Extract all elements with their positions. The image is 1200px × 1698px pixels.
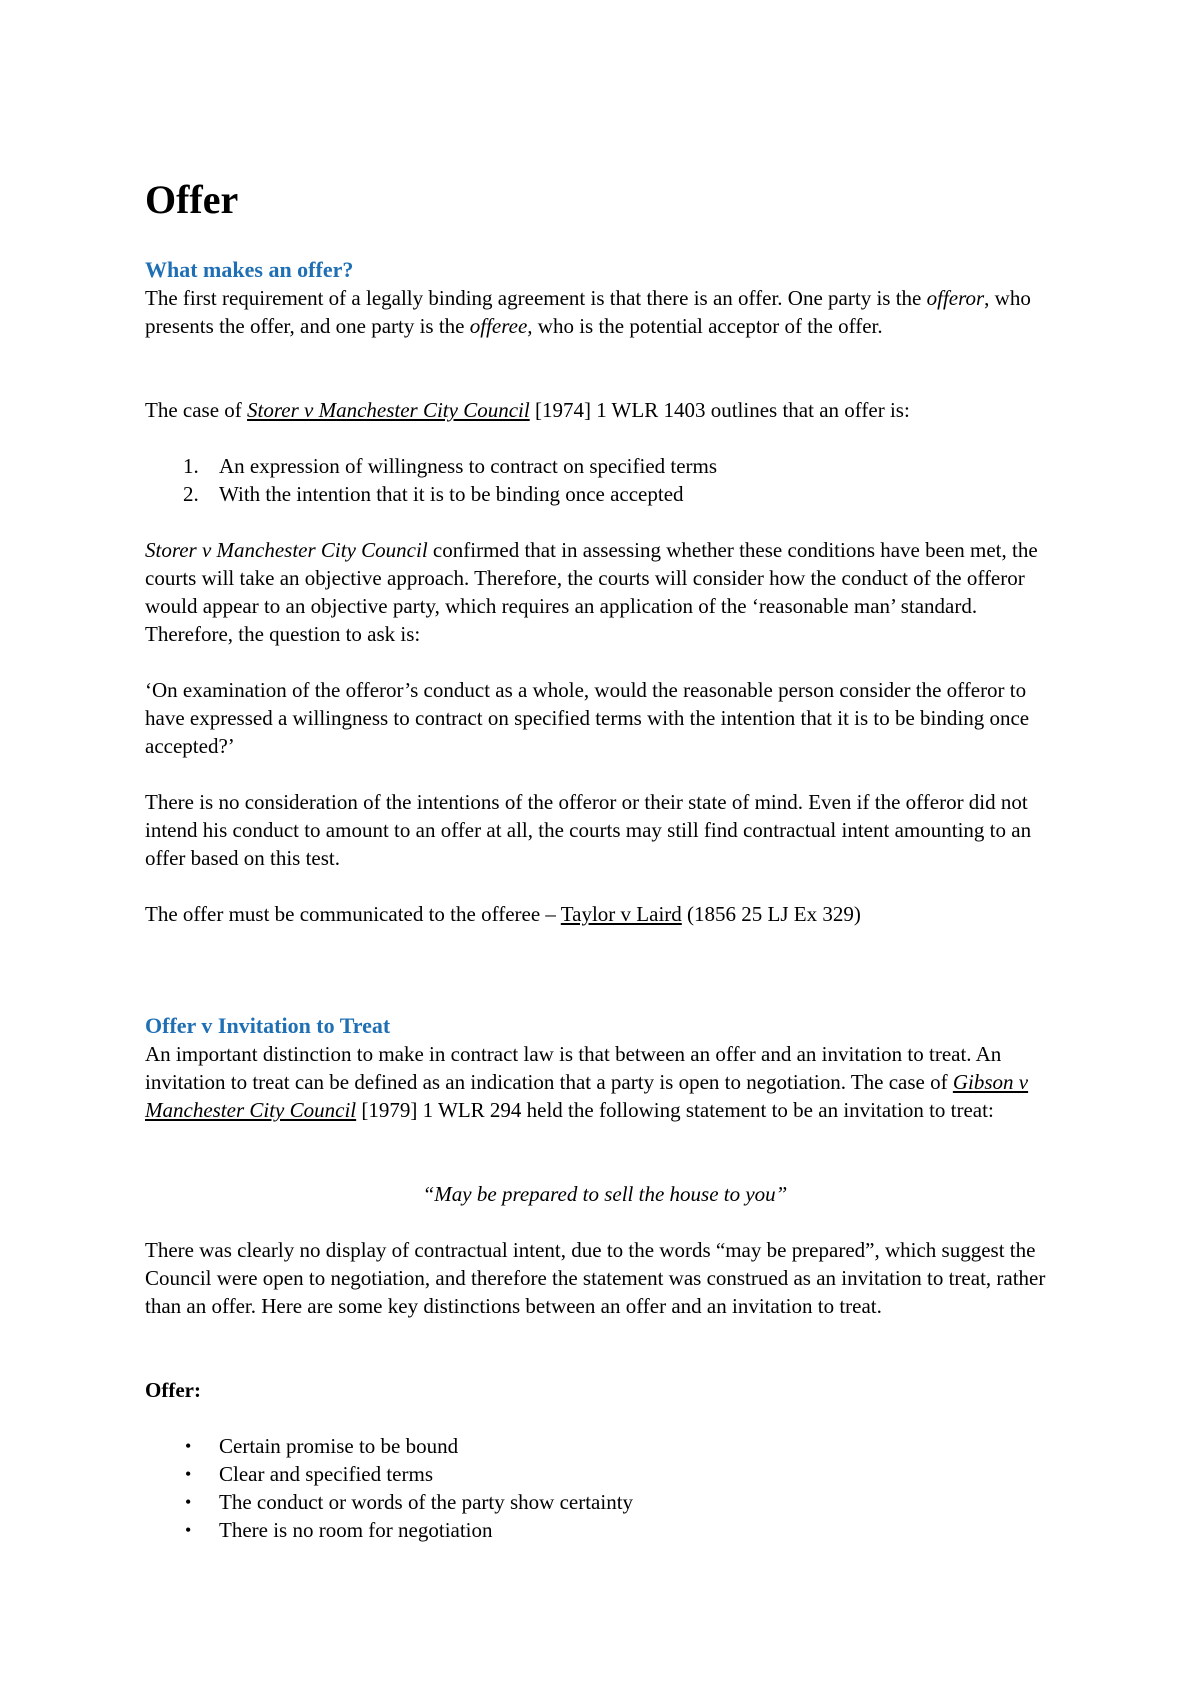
- paragraph-objective-approach: [145, 536, 1065, 648]
- text-run: [1974] 1 WLR 1403 outlines that an offer is:: [529, 398, 910, 422]
- case-citation-storer-italic: Storer v Manchester City Council: [145, 538, 428, 562]
- list-item: [145, 1432, 1065, 1460]
- list-item: [145, 1460, 1065, 1488]
- list-item-text: Clear and specified terms: [219, 1462, 433, 1486]
- paragraph-no-consideration: There is no consideration of the intentions of the offeror or their state of mind. Even if the offeror did not intend his conduct to amount to an offer at all, the courts may still find contractual intent amounting to an offer based on this test.: [145, 790, 1032, 870]
- list-marker: 2.: [183, 482, 199, 506]
- paragraph-distinction: [145, 1040, 1065, 1124]
- bullet-icon: •: [185, 1520, 192, 1540]
- paragraph-first-requirement: [145, 284, 1065, 340]
- list-item-text: With the intention that it is to be binding once accepted: [219, 482, 684, 506]
- numbered-list-offer-elements: [145, 452, 1065, 508]
- offer-label: Offer:: [145, 1378, 201, 1402]
- text-run: confirmed that in assessing whether these conditions have been met, the courts will take an objective approach. Therefore, the courts will consider how the conduct of the offeror would appear to an objective party, which requires an application of the ‘reasonable man’ standard. Therefore, the question to ask is:: [145, 538, 1038, 646]
- case-citation-storer: Storer v Manchester City Council: [247, 398, 530, 422]
- bullet-icon: •: [185, 1492, 192, 1512]
- paragraph-no-contractual-intent: There was clearly no display of contractual intent, due to the words “may be prepared”, which suggest the Council were open to negotiation, and therefore the statement was construed as an invitation to treat, rather than an offer. Here are some key distinctions between an offer and an invitation to treat.: [145, 1238, 1046, 1318]
- list-item-text: There is no room for negotiation: [219, 1518, 493, 1542]
- quote-may-be-prepared: “May be prepared to sell the house to you”: [422, 1182, 788, 1206]
- text-run: The first requirement of a legally binding agreement is that there is an offer. One party is the: [145, 286, 927, 310]
- text-run: who is the potential acceptor of the offer.: [532, 314, 883, 338]
- list-item-text: Certain promise to be bound: [219, 1434, 459, 1458]
- term-offeree: offeree,: [469, 314, 533, 338]
- list-item: [145, 1516, 1065, 1544]
- case-citation-taylor: Taylor v Laird: [560, 902, 682, 926]
- term-offeror: offeror: [926, 286, 985, 310]
- list-item-text: The conduct or words of the party show certainty: [219, 1490, 634, 1514]
- text-run: , who presents the offer, and one party is the: [145, 286, 1031, 338]
- list-marker: 1.: [183, 454, 199, 478]
- case-citation-gibson: Gibson v Manchester City Council: [145, 1070, 1029, 1122]
- paragraph-storer-case: [145, 396, 1065, 424]
- list-item-text: An expression of willingness to contract on specified terms: [219, 454, 718, 478]
- text-run: [1979] 1 WLR 294 held the following statement to be an invitation to treat:: [356, 1098, 994, 1122]
- paragraph-question-quote: ‘On examination of the offeror’s conduct as a whole, would the reasonable person consider the offeror to have expressed a willingness to contract on specified terms with the intention that it is to be binding once accepted?’: [145, 678, 1030, 758]
- section-heading-offer-v-invitation: Offer v Invitation to Treat: [145, 1013, 391, 1038]
- text-run: The case of: [145, 398, 248, 422]
- bullet-icon: •: [185, 1464, 192, 1484]
- list-item: [145, 452, 1065, 480]
- text-run: (1856 25 LJ Ex 329): [681, 902, 861, 926]
- list-item: [145, 480, 1065, 508]
- text-run: An important distinction to make in contract law is that between an offer and an invitation to treat. An invitation to treat can be defined as an indication that a party is open to negotiation. The case of: [145, 1042, 1002, 1094]
- text-run: The offer must be communicated to the offeree –: [145, 902, 561, 926]
- section-heading-what-makes-an-offer: What makes an offer?: [145, 257, 354, 282]
- bullet-icon: •: [185, 1436, 192, 1456]
- document-title: Offer: [145, 177, 239, 222]
- paragraph-communication: [145, 900, 1065, 928]
- list-item: [145, 1488, 1065, 1516]
- bullet-list-offer-features: [145, 1432, 1065, 1544]
